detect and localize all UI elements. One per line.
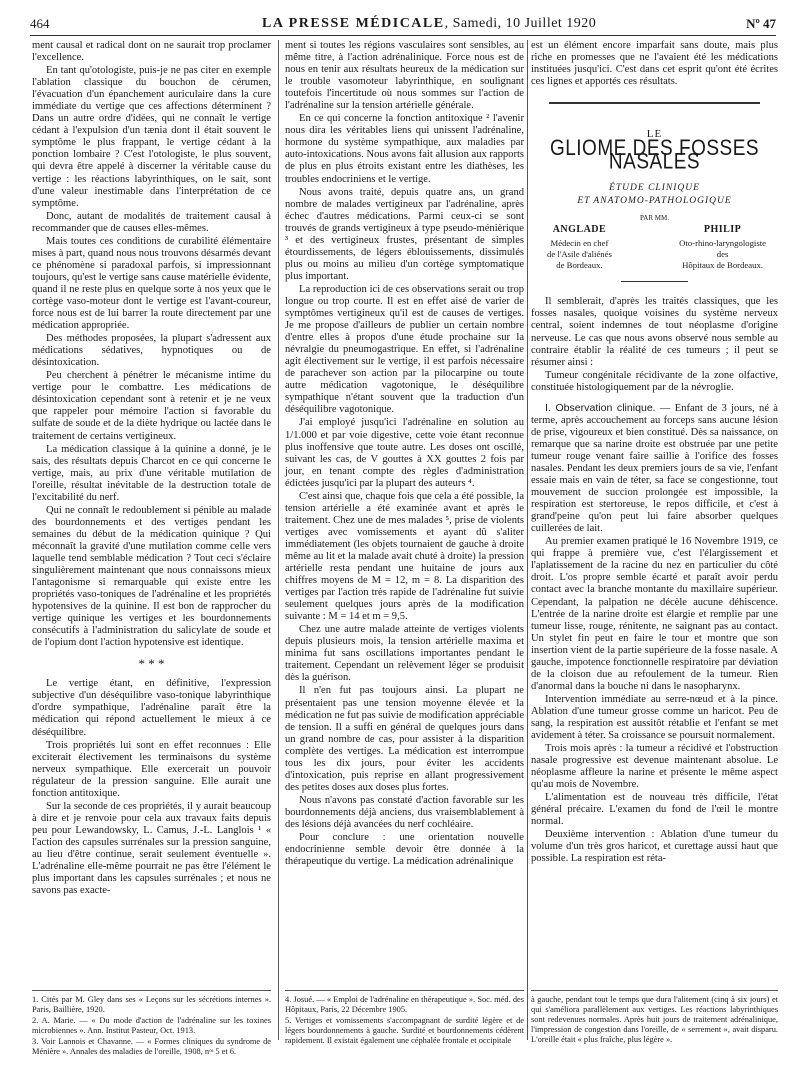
paragraph: Intervention immédiate au serre-nœud et à la pince. Ablation d'une tumeur grosse comme un haricot. Peu de sang, la respiration est aussitôt rétablie et l'enfant se met avidement à téter. Sa croissance se poursuit normalement. [531, 693, 778, 742]
paragraph [531, 402, 778, 536]
article-subtitle: ET ANATOMO-PATHOLOGIQUE [577, 196, 732, 207]
paragraph: Chez une autre malade atteinte de vertiges violents depuis plusieurs mois, la tension artérielle maxima et minima fut sans oscillations importantes pendant le traitement. Cependant un relèvement léger se produisit dès la guérison. [285, 624, 524, 684]
paragraph: En ce qui concerne la fonction antitoxique ² l'avenir nous dira les véritables liens qui unissent l'adrénaline, hormone du système sympathique, aux maladies par auto-intoxications. Nous avons fait allusion aux rapports de plus en plus étroits existant entre les diathèses, les troubles endocriniens et le vertige. [285, 113, 524, 185]
paragraph: La médication classique à la quinine a donné, je le sais, des résultats depuis Charcot en ce qui concerne le vertige, mais, au prix d'une véritable mutilation de l'oreille, résultat inévitable de la destruction totale de l'excitabilité du nerf. [32, 443, 271, 503]
issue-number: Nº 47 [746, 16, 776, 31]
article-title-prefix: LE [646, 128, 663, 141]
authors-block [531, 224, 778, 271]
byline-par: PAR MM. [640, 214, 669, 223]
author-name: ANGLADE [552, 224, 607, 236]
paragraph: Nous n'avons pas constaté d'action favorable sur les bourdonnements déjà anciens, dus vraisemblablement à des lésions déjà avancées du nerf cochléaire. [285, 794, 524, 830]
author-anglade [547, 224, 612, 271]
footnote: 5. Vertiges et vomissements s'accompagnant de surdité légère et de légers bourdonnements à gauche. Surdité et bourdonnements cédèrent rapidement. Il existait également une céphalée frontale et occipitale [285, 1016, 524, 1045]
running-header [30, 16, 776, 36]
journal-name: LA PRESSE MÉDICALE [262, 16, 445, 31]
footnotes-column-1 [32, 990, 271, 1058]
paragraph: Des méthodes proposées, la plupart s'adressent aux médications sédatives, hypnotiques ou de désintoxication. [32, 333, 271, 369]
issue-date: , Samedi, 10 Juillet 1920 [444, 16, 597, 31]
paragraph: C'est ainsi que, chaque fois que cela a été possible, la tension artérielle a été examinée avant et après le traitement. Chez une de mes malades ⁵, prise de violents vertiges avec vomissements et ayant dû s'aliter immédiatement (les objets tournaient de gauche à droite même au lit et la malade avait chuté à droite) la pression artérielle resta pendant une huitaine de jours aux chiffres moyens de M = 12, m = 8. La disparition des vertiges par l'action très rapide de l'adrénaline fut suivie seulement quelques jours après de la modification suivante : M = 14 et m = 9,5. [285, 490, 524, 623]
paragraph: Il n'en fut pas toujours ainsi. La plupart ne présentaient pas une tension moyenne élevée et la médication ne fut pas suivie de modification appréciable de tension. Il a suffi en général de quelques jours dans un grand nombre de cas, pour assister à la disparition complète des vertiges. La médication est interrompue tous les dix jours, pour éviter les accidents d'intoxication, puis reprise en allant progressivement des petites doses aux doses plus fortes. [285, 685, 524, 793]
author-affiliation: de l'Asile d'aliénés [547, 249, 612, 260]
paragraph: Pour conclure : une orientation nouvelle endocrinienne semble devoir être donnée à la thérapeutique du vertige. La médication adrénalinique [285, 832, 524, 868]
paragraph: Nous avons traité, depuis quatre ans, un grand nombre de malades vertigineux par l'adrénaline, après échec d'autres médications. Parmi ceux-ci se sont trouvés de grands vertigineux à type pseudo-ménièrique ³ et des vertigineux frustes, présentant de simples étourdissements, de légers éblouissements, dissimulés plus ou moins au milieu d'un cortège symptomatique plus important. [285, 186, 524, 282]
paragraph: Deuxième intervention : Ablation d'une tumeur du volume d'un très gros haricot, et curettage aussi haut que possible. La respiration est réta- [531, 829, 778, 865]
paragraph: Tumeur congénitale récidivante de la zone olfactive, constituée histologiquement par de la névroglie. [531, 369, 778, 393]
paragraph: ment si toutes les régions vasculaires sont sensibles, au même titre, à l'action adrénalinique. Force nous est de nous en tenir aux résultats heureux de la médication sur le trouble vasomoteur labyrinthique, en soulignant toutefois l'incertitude où nous sommes sur l'action de l'adrénaline sur la tension artérielle générale. [285, 40, 524, 112]
article-subtitle: ÉTUDE CLINIQUE [609, 183, 700, 194]
author-affiliation: Hôpitaux de Bordeaux. [682, 260, 763, 271]
paragraph: Mais toutes ces conditions de curabilité élémentaire mises à part, quand nous nous trouvons désarmés devant ce phénomène si paradoxal parfois, si impressionnant toujours, qu'est le vertige sans cause matérielle évidente, quand il ne reste plus en quelque sorte à nos yeux que le cortège vaso-moteur dont le vertige est l'avant-coureur, force nous est de lui barrer la route directement par une médication appropriée. [32, 235, 271, 332]
author-affiliation: Oto-rhino-laryngologiste [679, 238, 766, 249]
column-divider [527, 40, 528, 1040]
author-philip [679, 224, 766, 271]
footnotes-column-3 [531, 990, 778, 1046]
paragraph: Il semblerait, d'après les traités classiques, que les fosses nasales, quoique voisines du système nerveux central, soient indemnes de tout néoplasme d'origine nerveuse. Le cas que nous avons observé nous semble au contraire établir la réalité de ces tumeurs ; il peut se résumer ainsi : [531, 296, 778, 368]
paragraph-text: — Enfant de 3 jours, né à terme, après accouchement au forceps sans aucune lésion de prise, vigoureux et bien constitué. Dès sa naissance, on remarque que sa narine droite est obstruée par une petite tumeur rouge venant faire saillie à l'orifice des fosses nasales. Pendant les deux premiers jours de sa vie, l'enfant essaie mais en vain de téter, sa face se congestionne, tout mouvement de succion prolongée est impossible, la respiration est stertoreuse, le repos difficile, et c'est à grand'peine qu'on peut lui faire absorber quelques cuillerées de lait. [531, 402, 778, 535]
column-divider [278, 40, 279, 1040]
author-name: PHILIP [703, 224, 742, 236]
page-number: 464 [30, 16, 50, 31]
running-title [262, 16, 596, 32]
paragraph: Trois propriétés lui sont en effet reconnues : Elle exciterait électivement les terminaisons du système nerveux sympathique. Elle exercerait un pouvoir régulateur de la pression sanguine. Elle aurait une fonction antitoxique. [32, 739, 271, 799]
paragraph: Qui ne connaît le redoublement si pénible au malade des bourdonnements et des vertiges pendant les semaines du début de la médication quinique ? Qui méconnaît la gravité d'une mutilation comme celle vers laquelle tend semblable médication ? Tout ceci s'éclaire singulièrement maintenant que nous connaissons mieux l'antagonisme si remarquable qui existe entre les propriétés vaso-toniques de l'adrénaline et les propriétés hypotensives de la quinine. Il est bon de rapprocher du vertige quinique les vertiges et les bourdonnements consécutifs à l'administration du salicylate de soude et de l'opium dont l'action hypotensive est identique. [32, 504, 271, 649]
paragraph: Sur la seconde de ces propriétés, il y aurait beaucoup à dire et je renvoie pour cela aux travaux faits depuis peu pour Lewandowsky, L. Camus, J.-L. Langlois ¹ « l'action des capsules surrénales sur la pression sanguine, au lieu d'être continue, serait seulement éventuelle ». L'adrénaline elle-même pourrait ne pas être l'élément le plus important dans les capsules surrénales ; et nous ne savons pas exacte- [32, 800, 271, 897]
paragraph: Donc, autant de modalités de traitement causal à recommander que de causes elles-mêmes. [32, 210, 271, 234]
section-asterism: * * * [138, 656, 165, 672]
paragraph: La reproduction ici de ces observations serait ou trop longue ou trop courte. Il est en effet aisé de varier de symptômes vertigineux qu'il est de causes de vertiges. Je me propose d'ailleurs de publier un certain nombre d'entre elles à propos d'une étude prochaine sur la névralgie du pneumogastrique. En effet, si l'adrénaline agit électivement sur le vertige, il est parfois nécessaire de parachever son action par la pilocarpine ou toute autre médication vagotonique, le déséquilibre sympathique n'étant souvent que la traduction d'un déséquilibre vagotonique. [285, 283, 524, 416]
footnotes-column-2 [285, 990, 524, 1047]
author-affiliation: des [716, 249, 729, 260]
footnote: 4. Josué. — « Emploi de l'adrénaline en thérapeutique ». Soc. méd. des Hôpitaux, Paris, 22 Décembre 1905. [285, 995, 524, 1014]
paragraph: L'alimentation est de nouveau très difficile, l'état général précaire. L'examen du fond de l'œil le montre normal. [531, 792, 778, 828]
paragraph: Peu cherchent à pénétrer le mécanisme intime du vertige pour le combattre. Les médications de désintoxication cependant sont à retenir et je ne veux que rappeler pour mémoire l'action si favorable du sulfate de soude et de la diète hydrique ou lactée dans le traitement de certains vertigineux. [32, 370, 271, 442]
paragraph: Au premier examen pratiqué le 16 Novembre 1919, ce qui frappe à première vue, c'est l'élargissement et l'aplatissement de la racine du nez en particulier du côté droit. L'os propre semble écarté et paraît avoir perdu contact avec la branche montante du maxillaire supérieur. Cependant, la palpation ne décèle aucune déhiscence. L'entrée de la narine droite est élargie et remplie par une tumeur lisse, rouge, rénitente, ne saignant pas au contact. Un stylet fin peut en faire le tour et montre que son insertion vient de la partie supérieure de la fosse nasale. A gauche, impotence fonctionnelle respiratoire par déviation de la cloison due au refoulement de la tumeur. Rien d'anormal dans la bouche ni dans le nasopharynx. [531, 536, 778, 692]
byline-separator [621, 281, 688, 282]
footnote: 1. Cités par M. Gley dans ses « Leçons sur les sécrétions internes ». Paris, Baillière, 1920. [32, 995, 271, 1014]
author-affiliation: de Bordeaux. [556, 260, 603, 271]
paragraph: ment causal et radical dont on ne saurait trop proclamer l'excellence. [32, 40, 271, 64]
column-2 [285, 40, 524, 869]
section-heading: I. Observation clinique. [545, 401, 656, 414]
column-1 [32, 40, 271, 898]
article-separator [549, 102, 760, 104]
footnote: 3. Voir Lannois et Chavanne. — « Formes cliniques du syndrome de Ménière ». Annales des maladies de l'oreille, 1908, nᵒˢ 5 et 6. [32, 1037, 271, 1056]
footnote: 2. A. Marie. — « Du mode d'action de l'adrénaline sur les toxines microbiennes ». Ann. Institut Pasteur, Oct. 1913. [32, 1016, 271, 1035]
paragraph: est un élément encore imparfait sans doute, mais plus riche en promesses que ne l'avaient été les médications instituées jusqu'ici. C'est dans cet esprit qu'ont été écrites ces lignes et apportés ces résultats. [531, 40, 778, 88]
paragraph: Le vertige étant, en définitive, l'expression subjective d'un déséquilibre vaso-tonique labyrinthique d'ordre sympathique, l'adrénaline paraît être la médication qui répond actuellement le mieux à ce déséquilibre. [32, 678, 271, 738]
column-3 [531, 40, 778, 867]
paragraph: J'ai employé jusqu'ici l'adrénaline en solution au 1/1.000 et par voie digestive, cette voie étant reconnue plus inoffensive que toute autre. Les doses ont oscillé, suivant les cas, de V gouttes à XX gouttes 2 fois par jour, en tenant compte des règles d'administration édictées jusqu'ici par la plupart des auteurs ⁴. [285, 417, 524, 489]
article-title: GLIOME DES FOSSES NASALES [549, 136, 760, 175]
paragraph: Trois mois après : la tumeur a récidivé et l'obstruction nasale progressive est devenue maintenant absolue. Le néoplasme affleure la narine et présente le même aspect qu'au mois de Novembre. [531, 743, 778, 791]
paragraph: En tant qu'otologiste, puis-je ne pas citer en exemple l'ablation classique du bouchon de cérumen, l'évacuation d'un épanchement auriculaire dans la cure immédiate du vertige que ces affections déterminent ? Dans un autre ordre d'idées, qui ne connaît le vertige cédant à l'expulsion d'un tænia dont il était souvent le symptôme le plus frappant, le vertige cédant à la ponction lombaire ? C'est l'otologiste, le plus souvent, qui devra être appelé à discerner la véritable cause du vertige : les réactions labyrinthiques, on le sait, sont d'une valeur inestimable dans l'interprétation de ce symptôme. [32, 65, 271, 209]
author-affiliation: Médecin en chef [550, 238, 609, 249]
footnote: à gauche, pendant tout le temps que dura l'alitement (cinq à six jours) et qui s'améliora parallèlement aux vertiges. Les réactions labyrinthiques sont redevenues normales. Après huit jours de traitement adrénalinique, l'impression de congestion dans l'oreille, de « serrement », avait disparu. L'oreille était « plus fraîche, plus légère ». [531, 995, 778, 1044]
